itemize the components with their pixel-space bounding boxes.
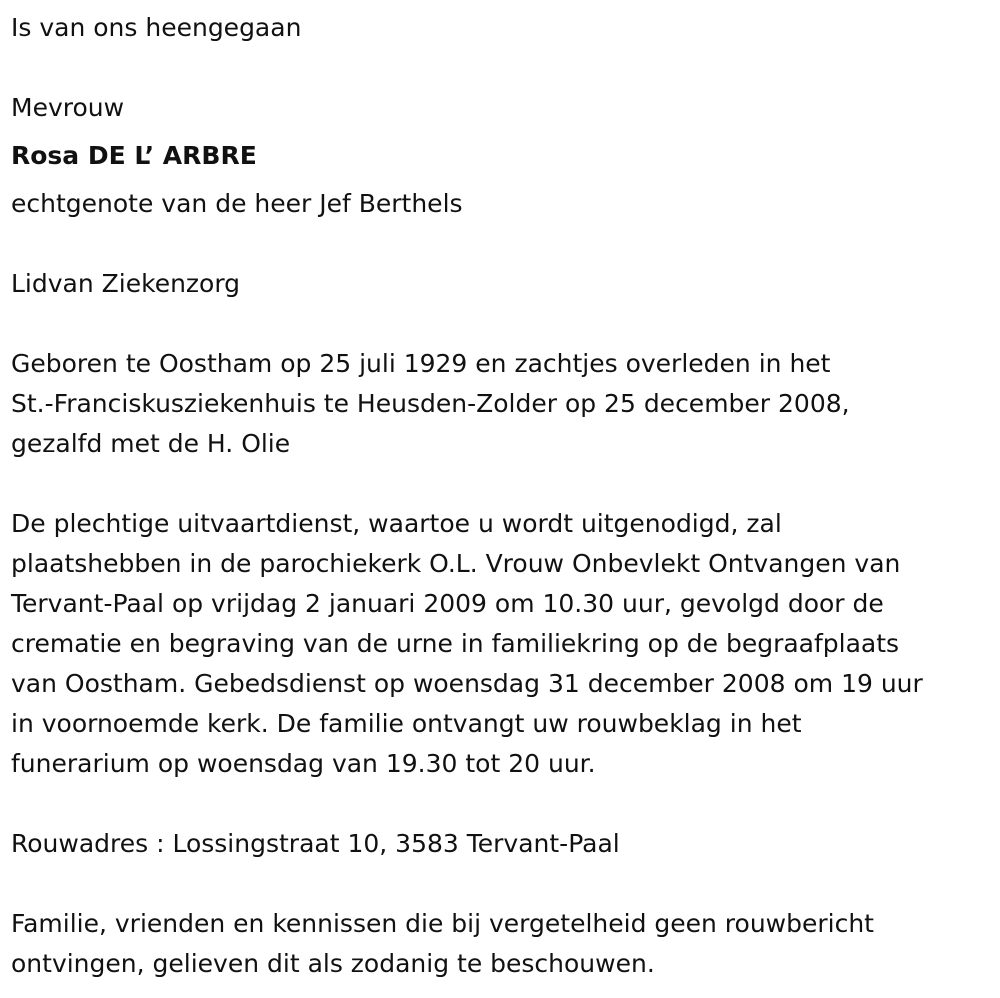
paragraph-line: in voornoemde kerk. De familie ontvangt uw rouwbeklag in het [11, 709, 802, 738]
intro-text: Is van ons heengegaan [11, 13, 302, 42]
spacer [11, 176, 1000, 184]
birth-death-paragraph [11, 344, 1000, 464]
paragraph-line: Familie, vrienden en kennissen die bij vergetelheid geen rouwbericht [11, 909, 874, 938]
paragraph-line: funerarium op woensdag van 19.30 tot 20 uur. [11, 749, 596, 778]
spacer [11, 128, 1000, 136]
paragraph-line: Tervant-Paal op vrijdag 2 januari 2009 om 10.30 uur, gevolgd door de [11, 589, 884, 618]
closing-paragraph [11, 904, 1000, 984]
spacer [11, 224, 1000, 264]
deceased-name: Rosa DE L’ ARBRE [11, 141, 257, 170]
membership-text: Lidvan Ziekenzorg [11, 269, 241, 298]
paragraph-line: St.-Franciskusziekenhuis te Heusden-Zolder op 25 december 2008, [11, 389, 850, 418]
paragraph-line: ontvingen, gelieven dit als zodanig te beschouwen. [11, 949, 655, 978]
paragraph-line: De plechtige uitvaartdienst, waartoe u wordt uitgenodigd, zal [11, 509, 782, 538]
paragraph-line: gezalfd met de H. Olie [11, 429, 291, 458]
spacer [11, 464, 1000, 504]
spacer [11, 48, 1000, 88]
service-paragraph [11, 504, 1000, 784]
paragraph-line: crematie en begraving van de urne in familiekring op de begraafplaats [11, 629, 900, 658]
paragraph-line: Geboren te Oostham op 25 juli 1929 en zachtjes overleden in het [11, 349, 831, 378]
spouse-text: echtgenote van de heer Jef Berthels [11, 189, 463, 218]
paragraph-line: plaatshebben in de parochiekerk O.L. Vrouw Onbevlekt Ontvangen van [11, 549, 901, 578]
spacer [11, 784, 1000, 824]
mourning-address: Rouwadres : Lossingstraat 10, 3583 Tervant-Paal [11, 829, 620, 858]
title-prefix: Mevrouw [11, 93, 125, 122]
paragraph-line: van Oostham. Gebedsdienst op woensdag 31 december 2008 om 19 uur [11, 669, 923, 698]
spacer [11, 864, 1000, 904]
spacer [11, 304, 1000, 344]
